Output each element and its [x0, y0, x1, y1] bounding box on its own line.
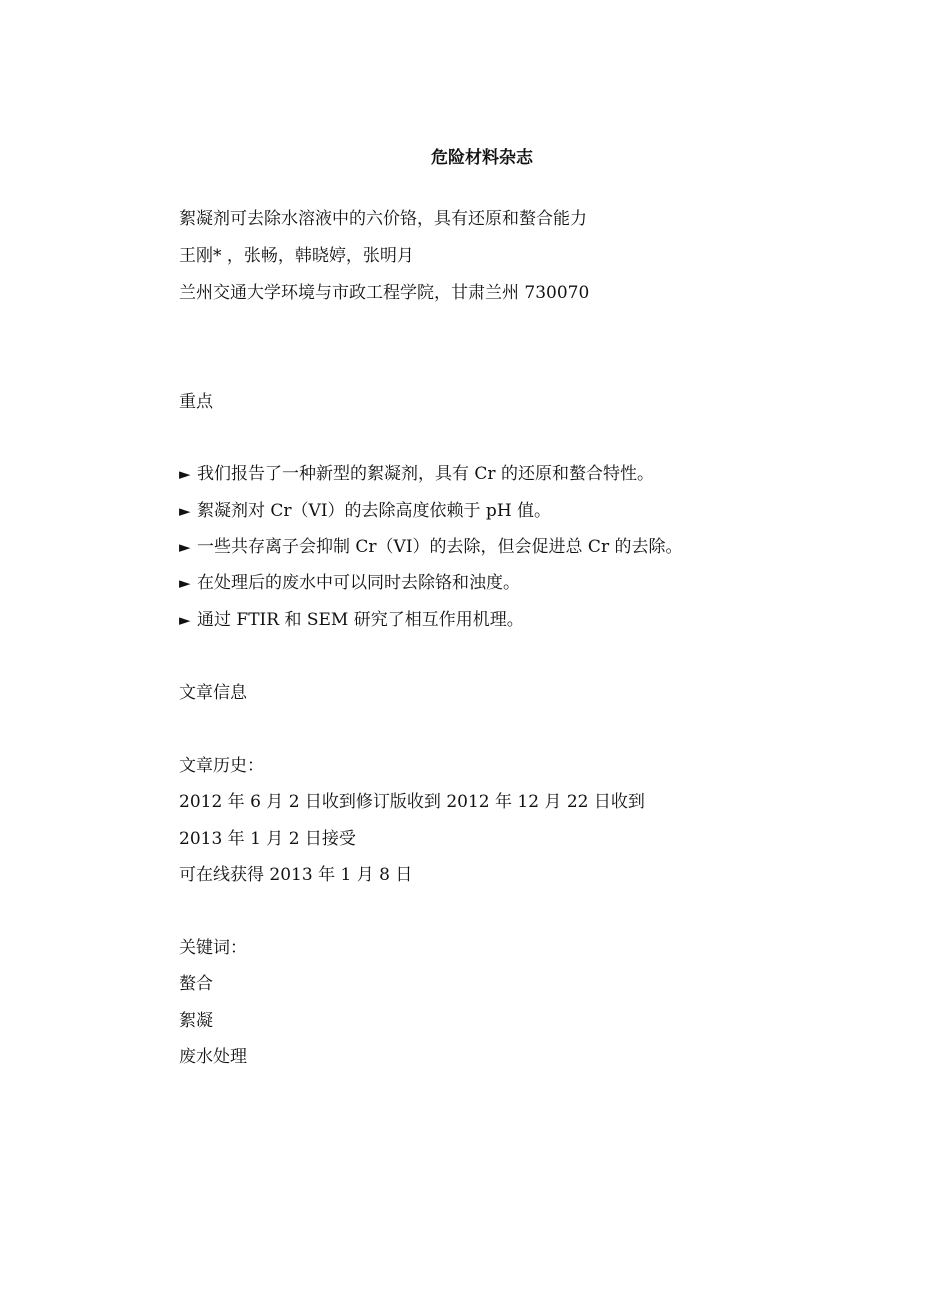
highlight-item	[179, 572, 520, 594]
history-label: 文章历史：	[179, 756, 264, 776]
article-title: 絮凝剂可去除水溶液中的六价铬，具有还原和螯合能力	[179, 209, 587, 229]
history-accepted: 2013 年 1 月 2 日接受	[179, 829, 356, 849]
authors: 王刚* ，张畅，韩晓婷，张明月	[179, 246, 414, 266]
keyword-item: 螯合	[179, 974, 213, 994]
affiliation: 兰州交通大学环境与市政工程学院，甘肃兰州 730070	[179, 283, 590, 303]
history-online: 可在线获得 2013 年 1 月 8 日	[179, 865, 413, 885]
highlight-text: 一些共存离子会抑制 Cr（VI）的去除，但会促进总 Cr 的去除。	[197, 537, 683, 557]
bullet-arrow-icon: ►	[179, 465, 191, 483]
keyword-item: 絮凝	[179, 1011, 213, 1031]
journal-title: 危险材料杂志	[431, 148, 533, 168]
highlight-text: 絮凝剂对 Cr（VI）的去除高度依赖于 pH 值。	[197, 501, 552, 521]
bullet-arrow-icon: ►	[179, 538, 191, 556]
highlights-heading: 重点	[179, 392, 213, 412]
bullet-arrow-icon: ►	[179, 611, 191, 629]
history-received: 2012 年 6 月 2 日收到修订版收到 2012 年 12 月 22 日收到	[179, 792, 645, 812]
keywords-label: 关键词：	[179, 938, 247, 958]
highlight-item	[179, 500, 551, 522]
keyword-item: 废水处理	[179, 1047, 247, 1067]
highlight-text: 通过 FTIR 和 SEM 研究了相互作用机理。	[197, 610, 524, 630]
highlight-item	[179, 463, 654, 485]
highlight-item	[179, 609, 524, 631]
highlight-text: 我们报告了一种新型的絮凝剂，具有 Cr 的还原和螯合特性。	[197, 464, 654, 484]
highlight-text: 在处理后的废水中可以同时去除铬和浊度。	[197, 573, 520, 593]
bullet-arrow-icon: ►	[179, 502, 191, 520]
highlight-item	[179, 536, 682, 558]
article-info-heading: 文章信息	[179, 683, 247, 703]
bullet-arrow-icon: ►	[179, 574, 191, 592]
